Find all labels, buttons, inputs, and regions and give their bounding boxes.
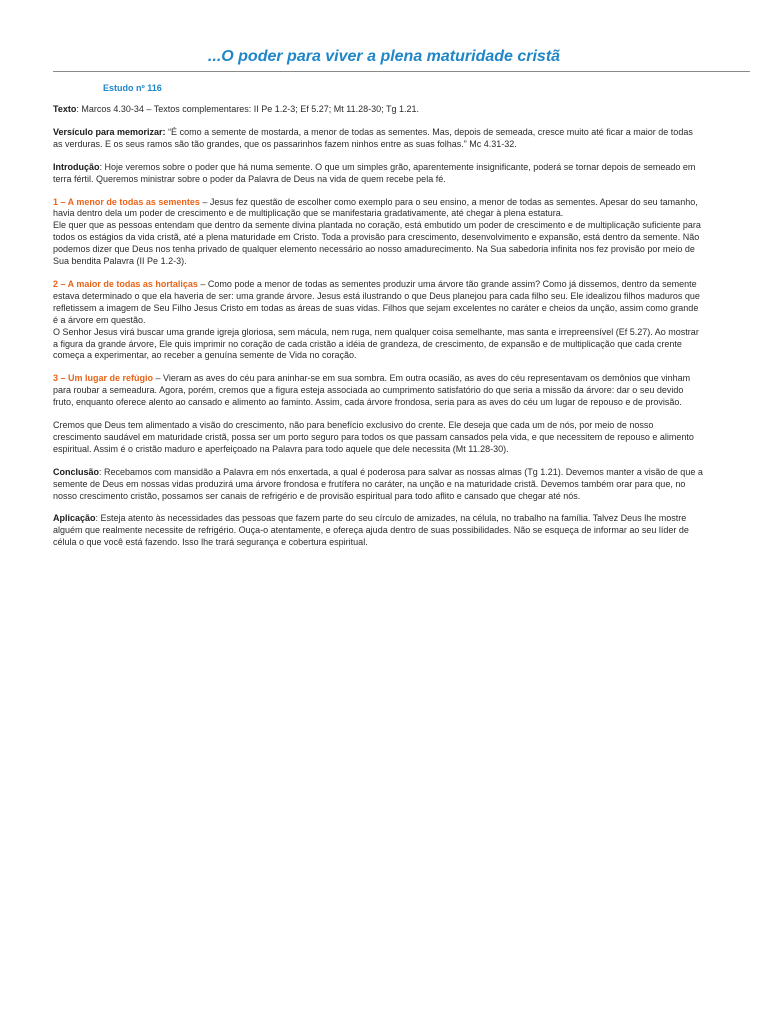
- title-divider: [53, 71, 750, 72]
- versiculo-paragraph: [53, 127, 703, 151]
- point3-paragraph: [53, 373, 703, 409]
- conclusao-body: : Recebamos com mansidão a Palavra em nós enxertada, a qual é poderosa para salvar as nossas almas (Tg 1.21). Devemos manter a visão de que a semente de Deus em nossas vidas produzirá uma árvore frondosa e frutífera no caráter, na unção e na maturidade cristã. Devemos também orar para que, no nosso crescimento cristão, possamos ser canais de refrigério e de provisão espiritual para todo aflito e cansado que chegar até nós.: [53, 466, 703, 501]
- conclusao-label: Conclusão: [53, 466, 100, 477]
- aplicacao-paragraph: [53, 513, 703, 549]
- versiculo-body: “É como a semente de mostarda, a menor de todas as sementes. Mas, depois de semeada, cresce muito até ficar a maior de todas as verduras. E os seus ramos são tão grandes, que os passarinhos fazem ninhos entre as suas folhas.” Mc 4.31-32.: [53, 126, 693, 149]
- point2-heading: 2 – A maior de todas as hortaliças: [53, 278, 198, 289]
- document-title: ...O poder para viver a plena maturidade cristã: [207, 48, 561, 65]
- point1-paragraph: [53, 197, 703, 268]
- versiculo-label: Versículo para memorizar:: [53, 126, 166, 137]
- point2-paragraph: [53, 279, 703, 362]
- aplicacao-label: Aplicação: [53, 513, 96, 524]
- texto-label: Texto: [53, 104, 77, 114]
- point1-body: – Jesus fez questão de escolher como exemplo para o seu ensino, a menor de todas as sementes. Apesar do seu tamanho, havia dentro dela um poder de crescimento e de multiplicação que se manifestaria gradativamente, até chegar à plena estatura.: [53, 196, 698, 219]
- aplicacao-body: : Esteja atento às necessidades das pessoas que fazem parte do seu círculo de amizades, na célula, no trabalho na família. Talvez Deus lhe mostre alguém que realmente necessite de refrigério. Ouça-o atentamente, e ofereça ajuda dentro de suas possibilidades. Não se esqueça de informar ao seu líder de célula o que você está fazendo. Isso lhe trará segurança e cobertura espiritual.: [53, 513, 689, 548]
- introducao-label: Introdução: [53, 161, 100, 172]
- introducao-paragraph: [53, 162, 703, 186]
- point2-body: – Como pode a menor de todas as sementes produzir uma árvore tão grande assim? Como já dissemos, dentro da semente estava determinado o que ela haveria de ser: uma grande árvore. Jesus está ilustrando o que Deus planejou para cada filho seu. Ele idealizou filhos maduros que refletissem a imagem de Seu Filho Jesus Cristo em todas as áreas de suas vidas. Filhos que sejam excelentes no caráter e cheios da unção, assim como grande é a árvore em questão.: [53, 278, 700, 325]
- texto-body: : Marcos 4.30-34 – Textos complementares: II Pe 1.2-3; Ef 5.27; Mt 11.28-30; Tg 1.21.: [76, 104, 420, 114]
- point1-heading: 1 – A menor de todas as sementes: [53, 196, 200, 207]
- point3-heading: 3 – Um lugar de refúgio: [53, 373, 154, 384]
- document-body: [53, 104, 703, 560]
- introducao-body: : Hoje veremos sobre o poder que há numa semente. O que um simples grão, aparentemente insignificante, poderá se tornar depois de semeado em terra fértil. Queremos ministrar sobre o poder da Palavra de Deus na vida de quem recebe pela fé.: [53, 161, 696, 184]
- conclusao-paragraph: [53, 467, 703, 503]
- cremos-paragraph: Cremos que Deus tem alimentado a visão do crescimento, não para benefício exclusivo do crente. Ele deseja que cada um de nós, por meio de nosso crescimento saudável em maturidade cristã, possa ser um porto seguro para todos os que passam cansados pela vida, e que necessitem de repouso e alimento espiritual. Assim é o cristão maduro e aperfeiçoado na Palavra para todo aquele que dele necessita (Mt 11.28-30).: [53, 420, 694, 454]
- point2-body2: O Senhor Jesus virá buscar uma grande igreja gloriosa, sem mácula, nem ruga, nem qualquer coisa semelhante, mas santa e irrepreensível (Ef 5.27). Ao mostrar a figura da grande árvore, Ele quis imprimir no coração de cada cristão a idéia de grandeza, de crescimento, de expansão e de multiplicação que cada crente começa a experimentar, ao receber a genuína semente de Vida no coração.: [53, 326, 699, 361]
- study-number: Estudo nº 116: [103, 83, 162, 93]
- point3-body: – Vieram as aves do céu para aninhar-se em sua sombra. Em outra ocasião, as aves do céu representavam os demônios que vinham para roubar a semeadura. Agora, porém, cremos que a figura esteja associada ao cumprimento satisfatório do que seria a missão da árvore: dar o seu devido fruto, enquanto oferece alento ao cansado e alimento ao faminto. Assim, cada árvore frondosa, seria para as aves do céu um lugar de repouso e de provisão.: [53, 373, 691, 408]
- texto-paragraph: [53, 104, 703, 116]
- point1-body2: Ele quer que as pessoas entendam que dentro da semente divina plantada no coração, está embutido um poder de crescimento e de multiplicação suficiente para todos os estágios da vida cristã, até a plena maturidade em Cristo. Toda a provisão para crescimento, desenvolvimento e expansão, está dentro da semente. Não podemos dizer que Deus nos tenha privado de qualquer elemento necessário ao nosso amadurecimento. Na Sua sabedoria infinita nos fez provisão por meio de Sua bendita Palavra (II Pe 1.2-3).: [53, 220, 701, 267]
